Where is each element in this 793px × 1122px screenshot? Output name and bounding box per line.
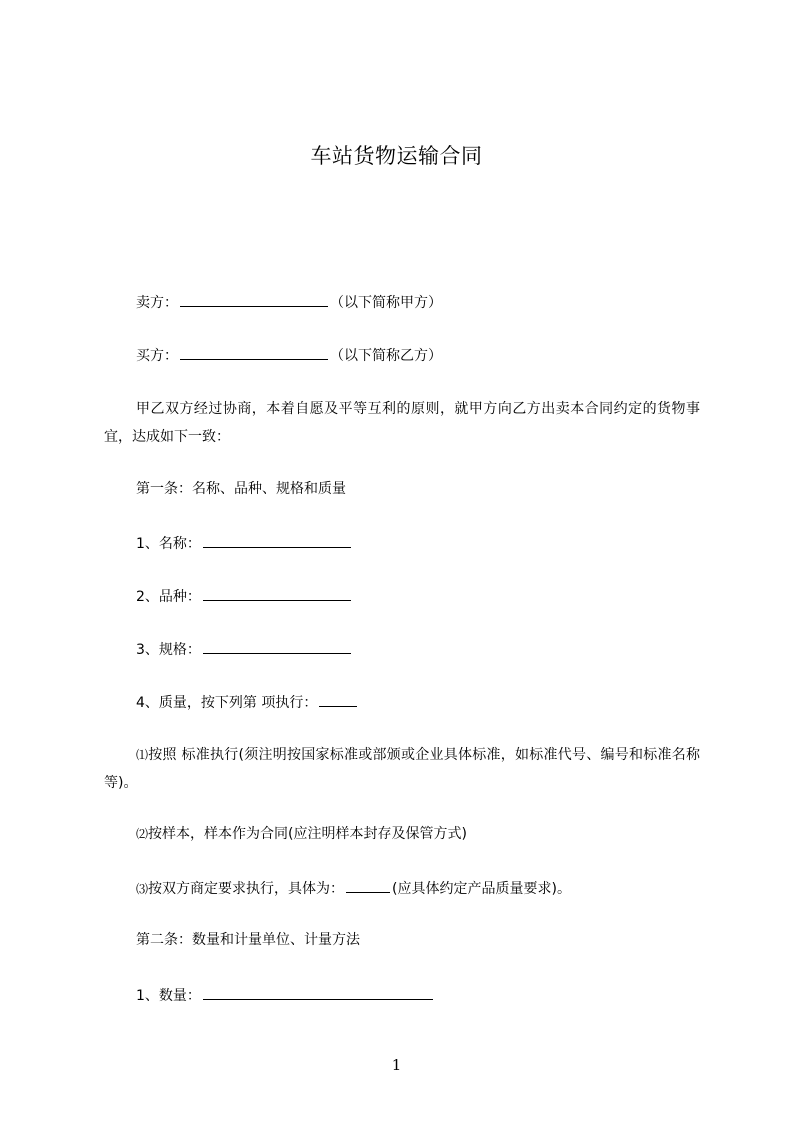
article1-heading: 第一条：名称、品种、规格和质量 xyxy=(136,481,346,497)
name-blank[interactable] xyxy=(203,532,351,548)
document-title: 车站货物运输合同 xyxy=(310,144,483,168)
article2-heading: 第二条：数量和计量单位、计量方法 xyxy=(136,932,360,948)
seller-label: 卖方： xyxy=(136,295,178,311)
seller-suffix: （以下简称甲方） xyxy=(330,295,442,311)
item2-text: 按样本，样本作为合同(应注明样本封存及保管方式) xyxy=(148,826,467,842)
quality-blank[interactable] xyxy=(319,691,357,707)
name-line xyxy=(136,532,353,554)
quality-item-1 xyxy=(104,741,700,797)
buyer-suffix: （以下简称乙方） xyxy=(330,348,442,364)
quantity-line xyxy=(136,984,435,1006)
variety-line xyxy=(136,585,353,607)
item3-marker: ⑶ xyxy=(136,882,149,896)
item1-text: 按照 标准执行(须注明按国家标准或部颁或企业具体标准，如标准代号、编号和标准名称等)。 xyxy=(104,747,700,791)
quantity-label: 1、数量： xyxy=(136,988,201,1004)
quality-line xyxy=(136,691,359,713)
spec-line xyxy=(136,638,353,660)
item1-marker: ⑴ xyxy=(136,748,149,762)
name-label: 1、名称： xyxy=(136,536,201,552)
spec-blank[interactable] xyxy=(203,638,351,654)
item3-text-before: 按双方商定要求执行，具体为： xyxy=(148,881,345,897)
item2-marker: ⑵ xyxy=(136,827,149,841)
buyer-label: 买方： xyxy=(136,348,178,364)
spec-label: 3、规格： xyxy=(136,642,201,658)
buyer-blank[interactable] xyxy=(180,344,328,360)
quality-item-3 xyxy=(136,877,571,899)
seller-blank[interactable] xyxy=(180,291,328,307)
quantity-blank[interactable] xyxy=(203,984,433,1000)
variety-label: 2、品种： xyxy=(136,589,201,605)
seller-line xyxy=(136,291,442,313)
buyer-line xyxy=(136,344,442,366)
variety-blank[interactable] xyxy=(203,585,351,601)
quality-label: 4、质量，按下列第 项执行： xyxy=(136,695,318,711)
intro-paragraph: 甲乙双方经过协商，本着自愿及平等互利的原则，就甲方向乙方出卖本合同约定的货物事宜，达成如下一致： xyxy=(104,401,700,445)
quality-item-2 xyxy=(136,824,467,844)
item3-blank[interactable] xyxy=(346,877,390,893)
page-number: 1 xyxy=(391,1056,402,1074)
item3-text-after: (应具体约定产品质量要求)。 xyxy=(392,881,571,897)
